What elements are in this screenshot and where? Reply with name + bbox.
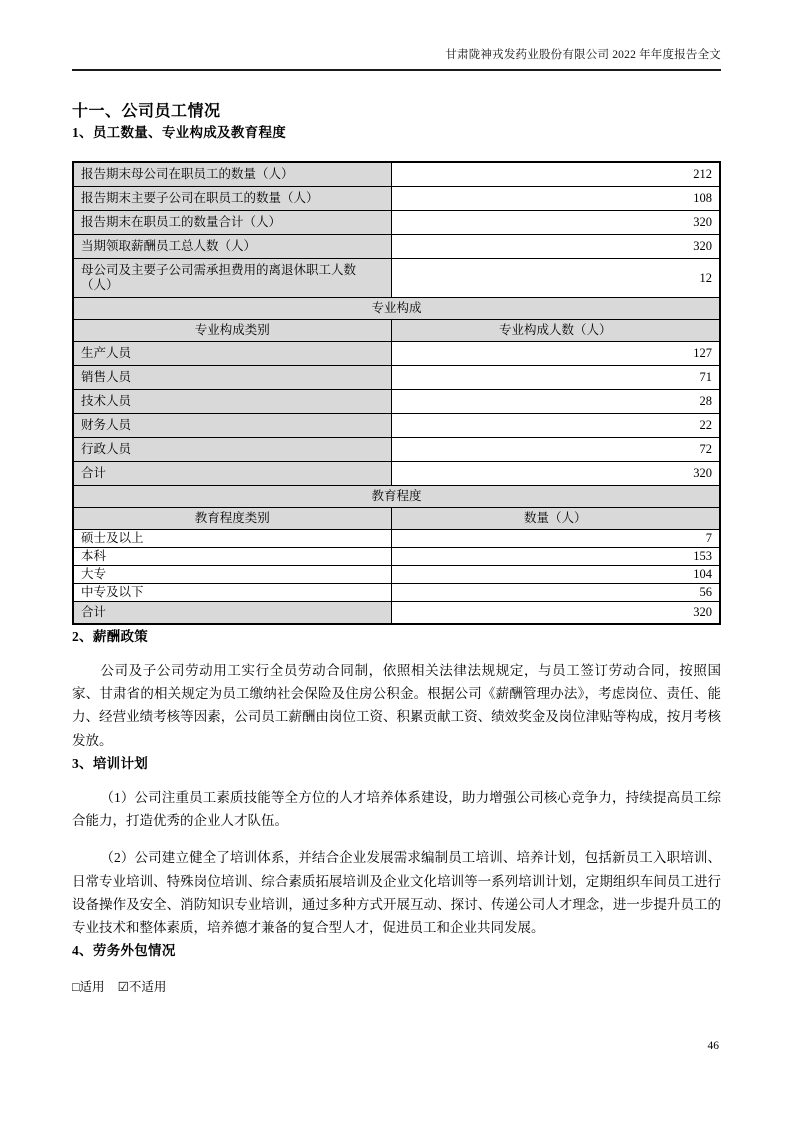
- row-label-cell: 母公司及主要子公司需承担费用的离退休职工人数（人）: [73, 259, 391, 298]
- table-row: [73, 566, 720, 584]
- table-row: [73, 438, 720, 462]
- document-header-title: 甘肃陇神戎发药业股份有限公司 2022 年年度报告全文: [445, 49, 721, 61]
- employee-table: [72, 161, 721, 625]
- table-row: [73, 530, 720, 548]
- profession-section-title: 专业构成: [73, 298, 720, 320]
- row-value-cell: 153: [391, 548, 720, 566]
- row-label-cell: 大专: [73, 566, 391, 584]
- page-number: 46: [707, 1040, 719, 1052]
- section-title-salary-policy: 2、薪酬政策: [72, 629, 149, 644]
- training-paragraph-1: （1）公司注重员工素质技能等全方位的人才培养体系建设，助力增强公司核心竞争力，持续提高员工综合能力，打造优秀的企业人才队伍。: [72, 789, 721, 829]
- row-label-cell: 当期领取薪酬员工总人数（人）: [73, 235, 391, 259]
- row-label-cell: 生产人员: [73, 342, 391, 366]
- row-value-cell: 127: [391, 342, 720, 366]
- table-row: [73, 162, 720, 187]
- row-label-cell: 财务人员: [73, 414, 391, 438]
- applicability-check-line: [72, 977, 721, 995]
- training-paragraph-2: （2）公司建立健全了培训体系，并结合企业发展需求编制员工培训、培养计划，包括新员工入职培训、日常专业培训、特殊岗位培训、综合素质拓展培训及企业文化培训等一系列培训计划，定期组织车间员工进行设备操作及安全、消防知识专业培训，通过多种方式开展互动、探讨、传递公司人才理念，进一步提升员工的专业技术和整体素质，培养德才兼备的复合型人才，促进员工和企业共同发展。: [72, 850, 721, 935]
- row-value-cell: 12: [391, 259, 720, 298]
- profession-column-header: [73, 320, 720, 342]
- row-label-cell: 报告期末母公司在职员工的数量（人）: [73, 162, 391, 187]
- row-value-cell: 104: [391, 566, 720, 584]
- profession-section-header: [73, 298, 720, 320]
- total-label-cell: 合计: [73, 462, 391, 486]
- table-row: [73, 259, 720, 298]
- table-row: [73, 187, 720, 211]
- table-row: [73, 548, 720, 566]
- row-value-cell: 212: [391, 162, 720, 187]
- table-row: [73, 414, 720, 438]
- row-label-cell: 报告期末主要子公司在职员工的数量（人）: [73, 187, 391, 211]
- table-row: [73, 366, 720, 390]
- table-row: [73, 584, 720, 602]
- row-value-cell: 28: [391, 390, 720, 414]
- row-label-cell: 销售人员: [73, 366, 391, 390]
- section-title-training-plan: 3、培训计划: [72, 755, 149, 771]
- checkbox-not-applicable-checked: ☑不适用: [117, 980, 167, 995]
- row-label-cell: 中专及以下: [73, 584, 391, 602]
- table-row: [73, 342, 720, 366]
- row-label-cell: 硕士及以上: [73, 530, 391, 548]
- section-title-employee-stats: 1、员工数量、专业构成及教育程度: [72, 125, 287, 140]
- row-value-cell: 22: [391, 414, 720, 438]
- row-value-cell: 320: [391, 235, 720, 259]
- table-row: [73, 211, 720, 235]
- table-row: [73, 390, 720, 414]
- page-title: 十一、公司员工情况: [72, 103, 221, 120]
- table-row: [73, 235, 720, 259]
- column-header-category: 专业构成类别: [73, 320, 391, 342]
- checkbox-applicable-unchecked: □适用: [72, 980, 105, 995]
- row-value-cell: 71: [391, 366, 720, 390]
- row-label-cell: 本科: [73, 548, 391, 566]
- row-value-cell: 320: [391, 211, 720, 235]
- column-header-category: 教育程度类别: [73, 508, 391, 530]
- row-value-cell: 72: [391, 438, 720, 462]
- row-label-cell: 行政人员: [73, 438, 391, 462]
- row-label-cell: 技术人员: [73, 390, 391, 414]
- profession-total-row: [73, 462, 720, 486]
- education-total-row: [73, 602, 720, 625]
- row-label-cell: 报告期末在职员工的数量合计（人）: [73, 211, 391, 235]
- row-value-cell: 7: [391, 530, 720, 548]
- total-value-cell: 320: [391, 462, 720, 486]
- row-value-cell: 56: [391, 584, 720, 602]
- total-value-cell: 320: [391, 602, 720, 625]
- row-value-cell: 108: [391, 187, 720, 211]
- column-header-count: 数量（人）: [391, 508, 720, 530]
- section-title-labor-outsourcing: 4、劳务外包情况: [72, 943, 176, 959]
- education-section-header: [73, 486, 720, 508]
- education-column-header: [73, 508, 720, 530]
- salary-policy-paragraph: 公司及子公司劳动用工实行全员劳动合同制，依照相关法律法规规定，与员工签订劳动合同，按照国家、甘肃省的相关规定为员工缴纳社会保险及住房公积金。根据公司《薪酬管理办法》，考虑岗位、责任、能力、经营业绩考核等因素，公司员工薪酬由岗位工资、积累贡献工资、绩效奖金及岗位津贴等构成，按月考核发放。: [72, 663, 721, 748]
- total-label-cell: 合计: [73, 602, 391, 625]
- header-rule: [72, 69, 721, 71]
- column-header-count: 专业构成人数（人）: [391, 320, 720, 342]
- education-section-title: 教育程度: [73, 486, 720, 508]
